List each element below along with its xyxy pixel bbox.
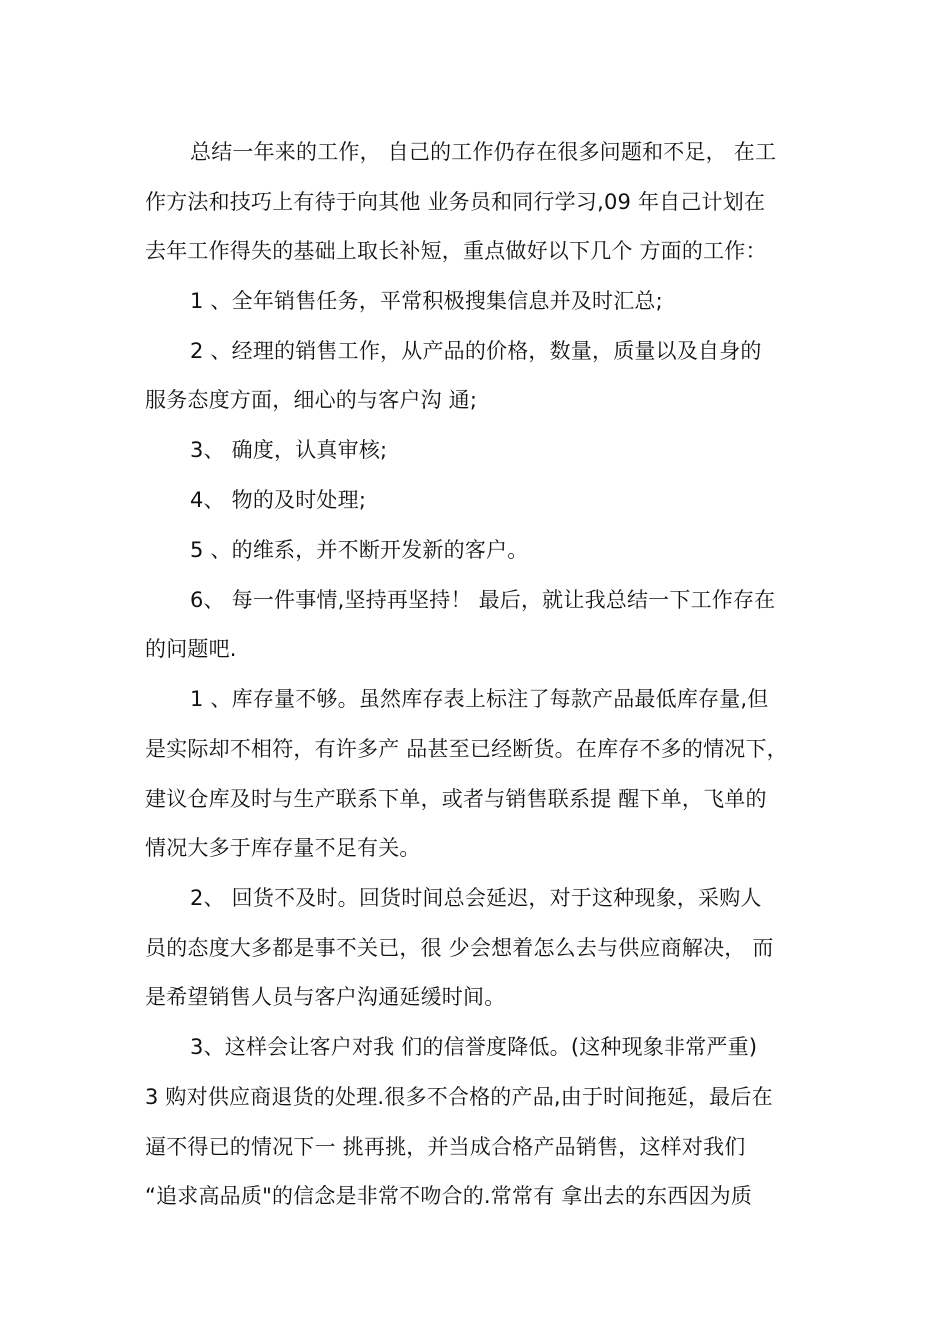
text-line: 1 、库存量不够。虽然库存表上标注了每款产品最低库存量,但: [190, 687, 769, 711]
text-line: 总结一年来的工作， 自己的工作仍存在很多问题和不足， 在工: [190, 140, 777, 164]
text-line: 去年工作得失的基础上取长补短，重点做好以下几个 方面的工作：: [145, 239, 767, 263]
text-line: 2 、经理的销售工作，从产品的价格，数量，质量以及自身的: [190, 339, 762, 363]
text-line: 1 、全年销售任务，平常积极搜集信息并及时汇总;: [190, 289, 663, 313]
text-line: 6、 每一件事情,坚持再坚持！ 最后，就让我总结一下工作存在: [190, 588, 776, 612]
text-line: 3 购对供应商退货的处理.很多不合格的产品,由于时间拖延，最后在: [145, 1085, 773, 1109]
text-line: 逼不得已的情况下一 挑再挑，并当成合格产品销售，这样对我们: [145, 1135, 746, 1159]
text-line: 3、 确度，认真审核;: [190, 438, 388, 462]
text-line: 作方法和技巧上有待于向其他 业务员和同行学习,09 年自己计划在: [145, 190, 766, 214]
text-line: 建议仓库及时与生产联系下单，或者与销售联系提 醒下单，飞单的: [145, 787, 767, 811]
text-line: 服务态度方面，细心的与客户沟 通;: [145, 388, 478, 412]
text-line: 是实际却不相符，有许多产 品甚至已经断货。在库存不多的情况下，: [145, 737, 788, 761]
text-line: 3、这样会让客户对我 们的信誉度降低。(这种现象非常严重): [190, 1035, 758, 1059]
text-line: 员的态度大多都是事不关已，很 少会想着怎么去与供应商解决， 而: [145, 936, 774, 960]
text-line: 情况大多于库存量不足有关。: [145, 836, 421, 860]
text-line: “追求高品质"的信念是非常不吻合的.常常有 拿出去的东西因为质: [145, 1184, 753, 1208]
text-line: 4、 物的及时处理;: [190, 488, 367, 512]
text-line: 的问题吧.: [145, 637, 237, 661]
text-line: 是希望销售人员与客户沟通延缓时间。: [145, 985, 506, 1009]
text-line: 5 、的维系，并不断开发新的客户。: [190, 538, 529, 562]
text-line: 2、 回货不及时。回货时间总会延迟，对于这种现象，采购人: [190, 886, 762, 910]
